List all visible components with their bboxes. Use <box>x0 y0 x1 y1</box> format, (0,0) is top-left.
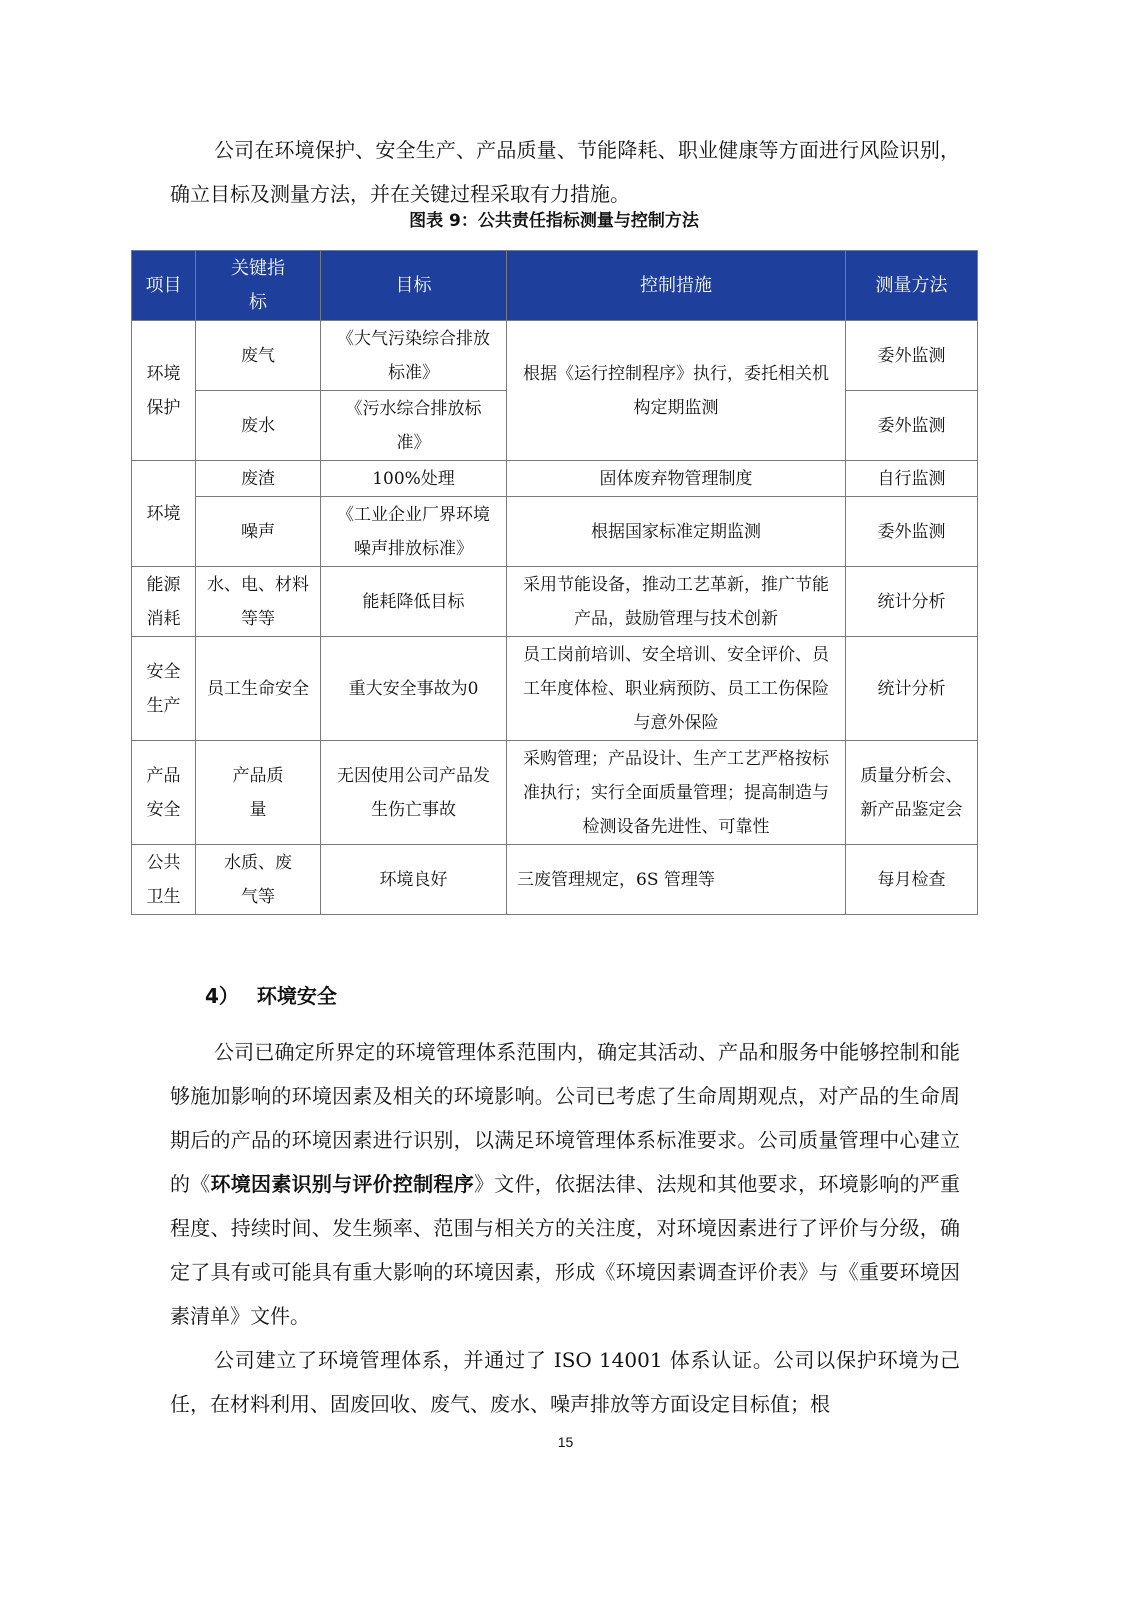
bold-document-title: 环境因素识别与评价控制程序 <box>210 1172 474 1196</box>
header-item: 项目 <box>132 251 196 321</box>
cell-indicator: 废渣 <box>196 461 321 497</box>
table-caption: 图表 9：公共责任指标测量与控制方法 <box>409 211 699 231</box>
cell-indicator: 废气 <box>196 321 321 391</box>
table-row <box>132 637 978 741</box>
cell-control: 三废管理规定，6S 管理等 <box>507 845 846 915</box>
cell-measure: 统计分析 <box>846 637 978 741</box>
header-measure: 测量方法 <box>846 251 978 321</box>
section-title: 环境安全 <box>256 984 337 1008</box>
header-control: 控制措施 <box>507 251 846 321</box>
table-row <box>132 845 978 915</box>
cell-target: 能耗降低目标 <box>321 567 507 637</box>
cell-item: 能源消耗 <box>132 567 196 637</box>
paragraph-text: 公司已确定所界定的环境管理体系范围内，确定其活动、产品和服务中能够控制和能够施加影响的环境因素及相关的环境影响。公司已考虑了生命周期观点，对产品的生命周期后的产品的环境因素进行识别，以满足环境管理体系标准要求。公司质量管理中心建立的《 <box>170 1040 960 1196</box>
header-indicator: 关键指标 <box>196 251 321 321</box>
intro-paragraph: 公司在环境保护、安全生产、产品质量、节能降耗、职业健康等方面进行风险识别，确立目标及测量方法，并在关键过程采取有力措施。 <box>170 138 960 206</box>
paragraph-text: 》文件，依据法律、法规和其他要求，环境影响的严重程度、持续时间、发生频率、范围与相关方的关注度，对环境因素进行了评价与分级，确定了具有或可能具有重大影响的环境因素，形成《环境因素调查评价表》与《重要环境因素清单》文件。 <box>170 1172 961 1328</box>
cell-target: 100%处理 <box>321 461 507 497</box>
responsibility-table <box>131 250 978 915</box>
cell-control: 员工岗前培训、安全培训、安全评价、员工年度体检、职业病预防、员工工伤保险与意外保险 <box>507 637 846 741</box>
cell-target: 《大气污染综合排放标准》 <box>321 321 507 391</box>
cell-indicator: 废水 <box>196 391 321 461</box>
cell-indicator: 噪声 <box>196 497 321 567</box>
cell-indicator: 员工生命安全 <box>196 637 321 741</box>
cell-control: 根据国家标准定期监测 <box>507 497 846 567</box>
cell-indicator: 水、电、材料等等 <box>196 567 321 637</box>
cell-measure: 质量分析会、新产品鉴定会 <box>846 741 978 845</box>
page-number: 15 <box>557 1434 574 1450</box>
cell-item: 产品安全 <box>132 741 196 845</box>
cell-indicator: 水质、废气等 <box>196 845 321 915</box>
cell-item: 公共卫生 <box>132 845 196 915</box>
cell-target: 无因使用公司产品发生伤亡事故 <box>321 741 507 845</box>
header-target: 目标 <box>321 251 507 321</box>
section-heading <box>205 980 337 1009</box>
cell-target: 重大安全事故为0 <box>321 637 507 741</box>
table-row <box>132 321 978 391</box>
environment-paragraph <box>170 1030 960 1338</box>
table-row <box>132 741 978 845</box>
cell-measure: 自行监测 <box>846 461 978 497</box>
cell-item: 环境保护 <box>132 321 196 461</box>
cell-control: 固体废弃物管理制度 <box>507 461 846 497</box>
cell-measure: 委外监测 <box>846 497 978 567</box>
cell-item: 环境 <box>132 461 196 567</box>
cell-target: 《工业企业厂界环境噪声排放标准》 <box>321 497 507 567</box>
cell-indicator: 产品质量 <box>196 741 321 845</box>
table-header-row <box>132 251 978 321</box>
iso-paragraph: 公司建立了环境管理体系，并通过了 ISO 14001 体系认证。公司以保护环境为己任，在材料利用、固废回收、废气、废水、噪声排放等方面设定目标值；根 <box>170 1348 960 1416</box>
cell-target: 环境良好 <box>321 845 507 915</box>
cell-control: 采用节能设备，推动工艺革新，推广节能产品，鼓励管理与技术创新 <box>507 567 846 637</box>
cell-measure: 委外监测 <box>846 391 978 461</box>
cell-measure: 统计分析 <box>846 567 978 637</box>
table-row <box>132 567 978 637</box>
section-number: 4） <box>205 984 239 1008</box>
cell-measure: 每月检查 <box>846 845 978 915</box>
cell-target: 《污水综合排放标准》 <box>321 391 507 461</box>
cell-item: 安全生产 <box>132 637 196 741</box>
cell-control: 采购管理；产品设计、生产工艺严格按标准执行；实行全面质量管理；提高制造与检测设备先进性、可靠性 <box>507 741 846 845</box>
cell-control: 根据《运行控制程序》执行，委托相关机构定期监测 <box>507 321 846 461</box>
table-row <box>132 497 978 567</box>
table-row <box>132 461 978 497</box>
cell-measure: 委外监测 <box>846 321 978 391</box>
